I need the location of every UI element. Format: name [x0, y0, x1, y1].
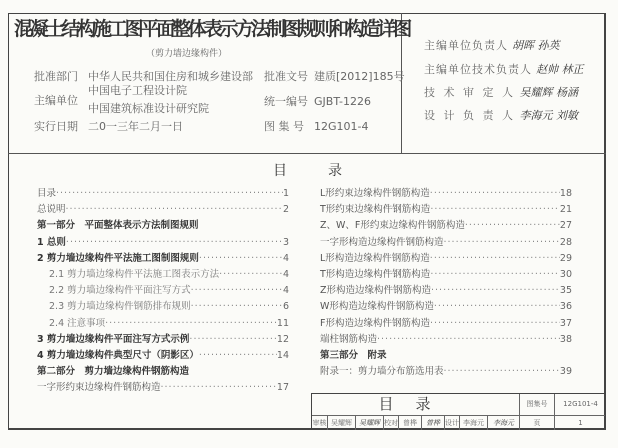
page-label: 页: [519, 416, 554, 430]
signature-role: 技 术 审 定 人: [424, 86, 516, 99]
leader-dots: [377, 332, 560, 348]
document-title: 混凝土结构施工图平面整体表示方法制图规则和构造详图: [14, 18, 410, 40]
checker-signature: 曾桦: [421, 416, 444, 430]
toc-entry-label: 1 总则: [37, 236, 66, 248]
leader-dots: [191, 283, 283, 299]
leader-dots: [161, 380, 277, 396]
toc-entry: [37, 316, 289, 332]
handwritten-signature: 赵帅 林正: [536, 63, 584, 76]
toc-entry-page: 14: [276, 349, 289, 361]
leader-dots: [430, 267, 560, 283]
toc-entry: [37, 202, 289, 218]
approval-dept: 中华人民共和国住房和城乡建设部: [88, 70, 253, 83]
atlas-label: 图集号: [519, 394, 554, 415]
checker: 曾桦: [398, 416, 421, 430]
toc-heading-2: 录: [328, 163, 342, 179]
toc-entry-page: 21: [559, 204, 572, 216]
toc-right-column: [320, 186, 572, 380]
signature-role: 主编单位技术负责人: [424, 63, 532, 76]
effective-label: 实行日期: [34, 120, 78, 133]
leader-dots: [444, 235, 560, 251]
effective-date: 二0一三年二月一日: [88, 120, 183, 133]
leader-dots: [189, 332, 276, 348]
toc-entry-label: Z、W、F形约束边缘构件钢筋构造: [320, 220, 465, 232]
toc-entry: [37, 235, 289, 251]
toc-entry-page: 38: [559, 333, 572, 345]
leader-dots: [199, 348, 277, 364]
toc-entry-page: 28: [559, 236, 572, 248]
toc-entry-page: 35: [559, 285, 572, 297]
atlas-no: 12G101-4: [554, 394, 606, 415]
toc-entry-page: 30: [559, 268, 572, 280]
signature-row: [424, 39, 560, 52]
toc-entry-label: 4 剪力墙边缘构件典型尺寸（阴影区）: [37, 349, 199, 361]
toc-entry: [320, 364, 572, 380]
toc-entry: [37, 251, 289, 267]
toc-entry-label: 附录一：剪力墙分布筋选用表: [320, 366, 444, 378]
toc-entry: [320, 332, 572, 348]
toc-entry-label: 总说明: [37, 204, 66, 216]
toc-entry: [320, 202, 572, 218]
atlas-no-label: 图 集 号: [264, 120, 304, 133]
approval-no: 建质[2012]185号: [314, 70, 405, 83]
editor-2: 中国建筑标准设计研究院: [88, 102, 209, 115]
toc-left-column: [37, 186, 289, 396]
leader-dots: [66, 202, 283, 218]
leader-dots: [66, 235, 283, 251]
handwritten-signature: 李海元 刘敏: [519, 109, 578, 122]
toc-entry-label: 第一部分 平面整体表示方法制图规则: [37, 220, 199, 232]
designer-signature: 李海元: [487, 416, 519, 430]
leader-dots: [465, 218, 560, 234]
editor-1: 中国电子工程设计院: [88, 84, 187, 97]
leader-dots: [444, 364, 560, 380]
signature-row: [424, 86, 578, 99]
toc-entry: [37, 380, 289, 396]
toc-entry: [320, 218, 572, 234]
toc-entry-label: 2.4 注意事项: [49, 317, 106, 329]
toc-entry-page: 4: [282, 268, 289, 280]
toc-entry-page: 4: [282, 252, 289, 264]
toc-entry: [37, 364, 289, 380]
signature-row: [424, 63, 584, 76]
toc-entry-label: 2.1 剪力墙边缘构件平法施工图表示方法: [49, 268, 220, 280]
leader-dots: [219, 267, 283, 283]
toc-entry-page: 29: [559, 252, 572, 264]
toc-entry-page: 37: [559, 317, 572, 329]
toc-entry-page: 11: [276, 317, 289, 329]
toc-entry-page: 36: [559, 301, 572, 313]
leader-dots: [430, 316, 560, 332]
approval-no-label: 批准文号: [264, 70, 308, 83]
toc-entry: [320, 348, 572, 364]
toc-entry: [320, 267, 572, 283]
leader-dots: [105, 316, 277, 332]
toc-entry-label: 2 剪力墙边缘构件平法施工图制图规则: [37, 252, 199, 264]
toc-entry-page: 17: [276, 382, 289, 394]
toc-entry: [320, 235, 572, 251]
leader-dots: [430, 186, 560, 202]
toc-entry-label: 第二部分 剪力墙边缘构件钢筋构造: [37, 366, 190, 378]
toc-entry-label: 一字形约束边缘构件钢筋构造: [37, 382, 161, 394]
reviewer-signature: 吴耀辉: [355, 416, 383, 430]
atlas-no: 12G101-4: [314, 120, 369, 133]
toc-entry: [37, 186, 289, 202]
signature-row: [424, 109, 578, 122]
toc-entry: [37, 332, 289, 348]
divider: [8, 153, 606, 154]
toc-entry: [37, 267, 289, 283]
toc-entry-label: 2.2 剪力墙边缘构件平面注写方式: [49, 285, 191, 297]
toc-entry-label: 一字形构造边缘构件钢筋构造: [320, 236, 444, 248]
toc-entry-label: 端柱钢筋构造: [320, 333, 378, 345]
leader-dots: [199, 251, 283, 267]
review-label: 审核: [312, 419, 327, 427]
signature-role: 设 计 负 责 人: [424, 109, 516, 122]
toc-heading-1: 目: [273, 163, 287, 179]
leader-dots: [56, 186, 283, 202]
toc-entry-label: T形构造边缘构件钢筋构造: [320, 268, 431, 280]
leader-dots: [431, 283, 560, 299]
toc-entry-label: T形约束边缘构件钢筋构造: [320, 204, 431, 216]
toc-entry-page: 12: [276, 333, 289, 345]
toc-entry-page: 4: [282, 285, 289, 297]
toc-entry-page: 3: [282, 236, 289, 248]
toc-entry: [37, 348, 289, 364]
toc-entry: [320, 299, 572, 315]
toc-entry: [320, 316, 572, 332]
toc-entry-page: 18: [559, 188, 572, 199]
toc-entry-label: 3 剪力墙边缘构件平面注写方式示例: [37, 333, 190, 345]
toc-entry-page: 6: [282, 301, 289, 313]
leader-dots: [434, 299, 560, 315]
document-subtitle: （剪力墙边缘构件）: [146, 49, 228, 59]
toc-entry-page: 1: [282, 188, 289, 199]
toc-entry-page: 2: [282, 204, 289, 216]
handwritten-signature: 吴耀辉 杨涵: [519, 86, 578, 99]
toc-entry-label: 第三部分 附录: [320, 349, 387, 361]
toc-entry: [37, 299, 289, 315]
leader-dots: [430, 251, 560, 267]
handwritten-signature: 胡晖 孙英: [512, 39, 560, 52]
toc-entry: [320, 186, 572, 202]
leader-dots: [430, 202, 560, 218]
toc-entry-label: 目录: [37, 188, 57, 199]
title-block: [311, 393, 606, 430]
leader-dots: [191, 299, 283, 315]
check-label: 校对: [383, 416, 398, 430]
toc-entry-label: F形构造边缘构件钢筋构造: [320, 317, 430, 329]
unified-no-label: 统一编号: [264, 95, 308, 108]
toc-entry: [37, 283, 289, 299]
toc-entry-label: L形约束边缘构件钢筋构造: [320, 188, 430, 199]
toc-entry-label: W形构造边缘构件钢筋构造: [320, 301, 434, 313]
toc-entry-label: L形构造边缘构件钢筋构造: [320, 252, 430, 264]
unified-no: GJBT-1226: [314, 95, 371, 108]
toc-entry: [320, 251, 572, 267]
toc-entry: [37, 218, 289, 234]
reviewer: 吴耀辉: [327, 416, 355, 430]
title-block-signature-row: [312, 416, 606, 430]
toc-entry-label: Z形构造边缘构件钢筋构造: [320, 285, 432, 297]
approval-dept-label: 批准部门: [34, 70, 78, 83]
designer: 李海元: [459, 416, 487, 430]
title-block-title: 目录: [378, 395, 453, 413]
design-label: 设计: [444, 416, 459, 430]
toc-entry-page: 39: [559, 366, 572, 378]
editor-label: 主编单位: [34, 94, 78, 107]
page-number: 1: [554, 416, 606, 430]
signature-role: 主编单位负责人: [424, 39, 508, 52]
toc-entry-page: 27: [559, 220, 572, 232]
toc-entry-label: 2.3 剪力墙边缘构件钢筋排布规则: [49, 301, 191, 313]
toc-entry: [320, 283, 572, 299]
